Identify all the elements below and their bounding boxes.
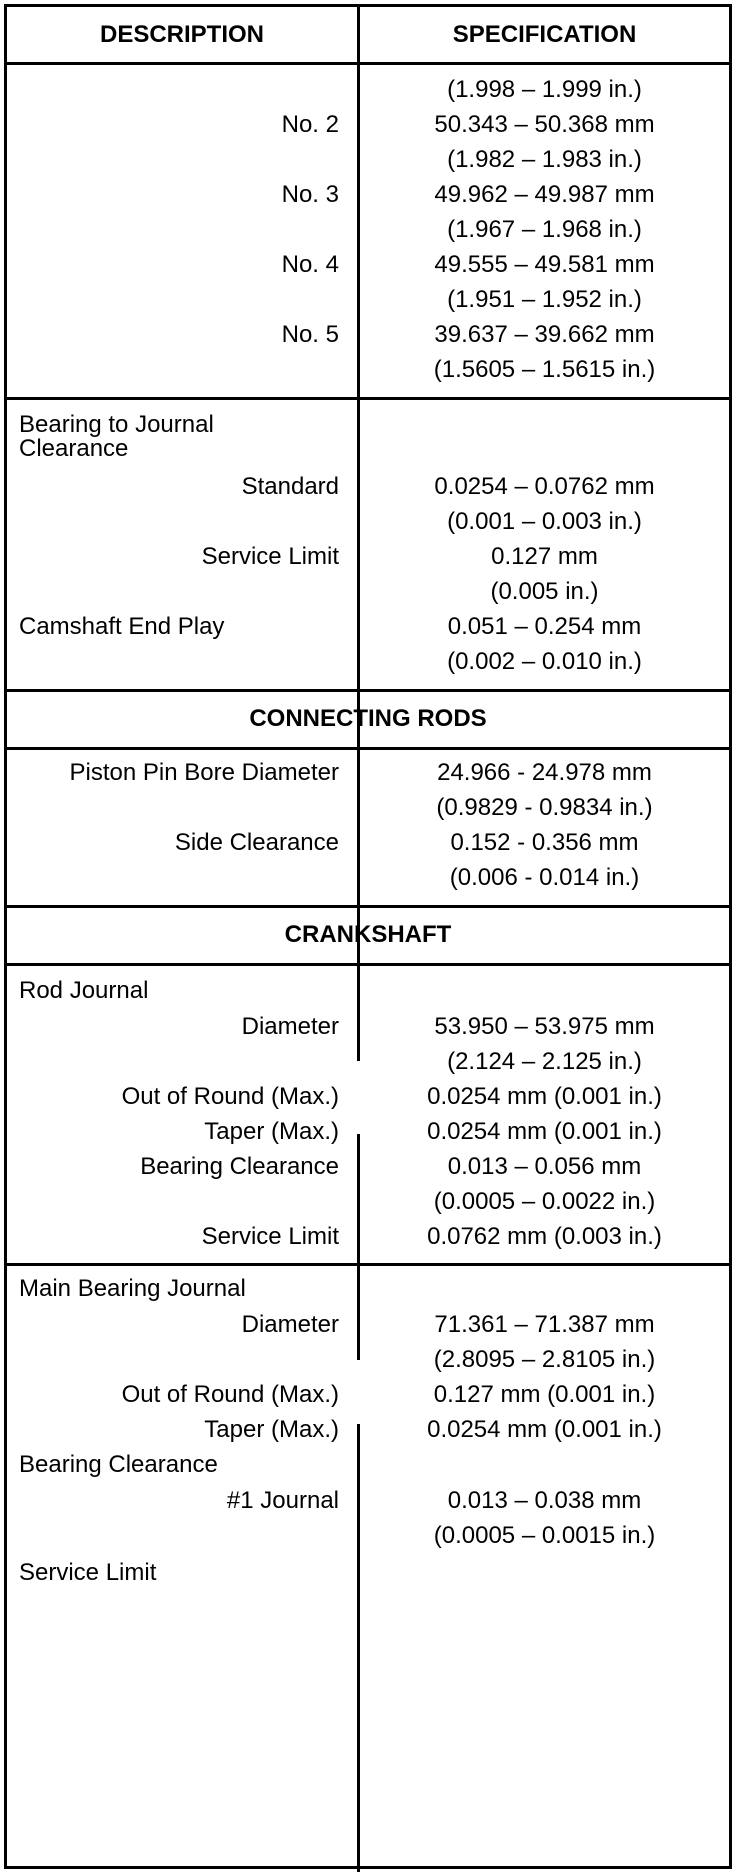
rod-diameter-mm: 53.950 – 53.975 mm [434,1013,655,1040]
header-specification: SPECIFICATION [452,21,637,48]
rod-sl-label: Service Limit [201,1223,339,1250]
header-separator [7,62,729,65]
section-separator [7,689,729,692]
endplay-label: Camshaft End Play [19,613,225,640]
journal-value: (1.5605 – 1.5615 in.) [433,356,656,383]
main-diameter-label: Diameter [241,1311,339,1338]
bearing-title-1: Bearing to Journal [19,411,214,438]
journal-label: No. 5 [281,321,339,348]
rod-taper-label: Taper (Max.) [204,1118,339,1145]
standard-label: Standard [241,473,339,500]
main-oor-value: 0.127 mm (0.001 in.) [433,1381,656,1408]
connecting-rods-title: CONNECTING RODS [249,705,487,732]
rod-taper-value: 0.0254 mm (0.001 in.) [427,1118,662,1145]
journal-value: (1.967 – 1.968 in.) [447,216,642,243]
rod-oor-label: Out of Round (Max.) [121,1083,339,1110]
rod-journal-title: Rod Journal [19,977,149,1004]
journal-value: 49.962 – 49.987 mm [434,181,655,208]
endplay-mm: 0.051 – 0.254 mm [447,613,642,640]
section-separator [7,905,729,908]
journal-value: (1.982 – 1.983 in.) [447,146,642,173]
spec-table [4,4,732,1869]
rod-bc-label: Bearing Clearance [140,1153,339,1180]
rod-diameter-in: (2.124 – 2.125 in.) [447,1048,642,1075]
side-clearance-mm: 0.152 - 0.356 mm [450,829,639,856]
journal-label: No. 4 [281,251,339,278]
rod-bc-mm: 0.013 – 0.056 mm [447,1153,642,1180]
endplay-in: (0.002 – 0.010 in.) [447,648,642,675]
section-separator [7,963,729,966]
main-j1-label: #1 Journal [226,1487,339,1514]
standard-in: (0.001 – 0.003 in.) [447,508,642,535]
main-bc-title: Bearing Clearance [19,1451,218,1478]
journal-value: 50.343 – 50.368 mm [434,111,655,138]
section-separator [7,747,729,750]
journal-label: No. 3 [281,181,339,208]
journal-value: 49.555 – 49.581 mm [434,251,655,278]
main-sl-title: Service Limit [19,1559,157,1586]
main-taper-label: Taper (Max.) [204,1416,339,1443]
section-separator [7,397,729,400]
side-clearance-label: Side Clearance [174,829,339,856]
main-taper-value: 0.0254 mm (0.001 in.) [427,1416,662,1443]
rod-sl-value: 0.0762 mm (0.003 in.) [427,1223,662,1250]
crankshaft-title: CRANKSHAFT [284,921,452,948]
rod-diameter-label: Diameter [241,1013,339,1040]
rod-bc-in: (0.0005 – 0.0022 in.) [433,1188,656,1215]
main-diameter-mm: 71.361 – 71.387 mm [434,1311,655,1338]
main-oor-label: Out of Round (Max.) [121,1381,339,1408]
journal-value: (1.951 – 1.952 in.) [447,286,642,313]
service-label: Service Limit [201,543,339,570]
section-separator [7,1263,729,1266]
main-diameter-in: (2.8095 – 2.8105 in.) [433,1346,656,1373]
main-j1-in: (0.0005 – 0.0015 in.) [433,1522,656,1549]
standard-mm: 0.0254 – 0.0762 mm [434,473,655,500]
bearing-title-2: Clearance [19,435,129,462]
rod-oor-value: 0.0254 mm (0.001 in.) [427,1083,662,1110]
header-description: DESCRIPTION [99,21,264,48]
main-j1-mm: 0.013 – 0.038 mm [447,1487,642,1514]
service-mm: 0.127 mm [491,543,598,570]
service-in: (0.005 in.) [490,578,599,605]
side-clearance-in: (0.006 - 0.014 in.) [449,864,640,891]
journal-label: No. 2 [281,111,339,138]
pin-bore-label: Piston Pin Bore Diameter [69,759,339,786]
main-journal-title: Main Bearing Journal [19,1275,246,1302]
pin-bore-mm: 24.966 - 24.978 mm [437,759,652,786]
journal-value: (1.998 – 1.999 in.) [447,76,642,103]
journal-value: 39.637 – 39.662 mm [434,321,655,348]
pin-bore-in: (0.9829 - 0.9834 in.) [436,794,653,821]
